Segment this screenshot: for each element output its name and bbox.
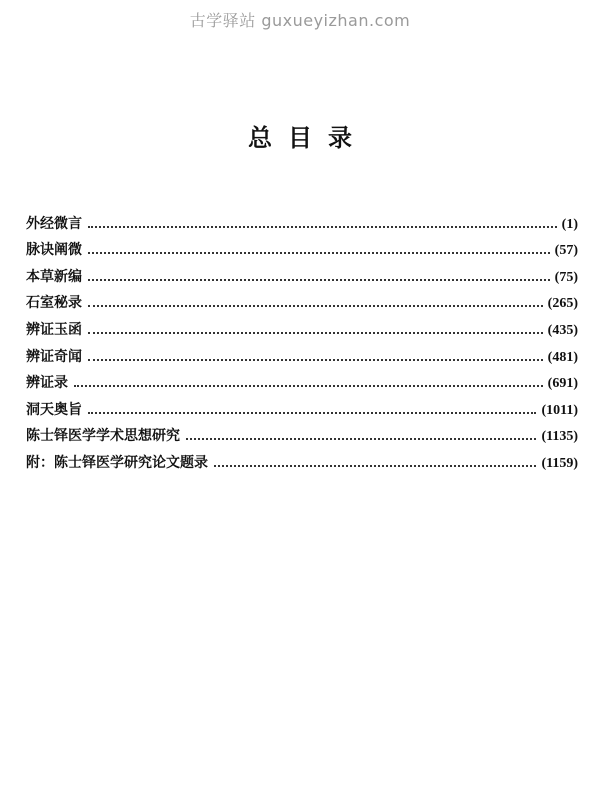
toc-entry[interactable] [26, 339, 578, 366]
toc-entry[interactable] [26, 312, 578, 339]
toc-entry-title: 辨证奇闻 [26, 348, 82, 365]
toc-entry-page: (75) [554, 269, 578, 285]
dot-leader [88, 251, 550, 254]
toc-entry-page: (1) [561, 216, 578, 232]
toc-entry-title: 本草新编 [26, 268, 82, 285]
toc-entry[interactable] [26, 419, 578, 446]
toc-entry-title: 辨证录 [26, 375, 68, 392]
toc-entry-page: (1011) [541, 402, 578, 418]
toc-entry-title: 石室秘录 [26, 295, 82, 312]
toc-entry-title: 脉诀阐微 [26, 242, 82, 259]
toc-entry[interactable] [26, 366, 578, 393]
dot-leader [186, 437, 536, 440]
dot-leader [88, 358, 543, 361]
toc-entry[interactable] [26, 392, 578, 419]
dot-leader [214, 464, 536, 467]
toc-entry-page: (1135) [541, 429, 578, 445]
site-watermark: 古学驿站 guxueyizhan.com [189, 11, 411, 30]
toc-entry-page: (1159) [541, 455, 578, 471]
toc-entry[interactable] [26, 445, 578, 472]
toc-entry-title: 外经微言 [26, 215, 82, 232]
toc-entry-page: (435) [547, 322, 578, 338]
dot-leader [88, 304, 543, 307]
toc-entry[interactable] [26, 259, 578, 286]
toc-entry[interactable] [26, 233, 578, 260]
dot-leader [88, 225, 557, 228]
toc-entry-title: 附：陈士铎医学研究论文题录 [26, 454, 208, 471]
dot-leader [88, 411, 536, 414]
dot-leader [74, 384, 543, 387]
toc-entry[interactable] [26, 286, 578, 313]
dot-leader [88, 278, 550, 281]
toc-entry-title: 陈士铎医学学术思想研究 [26, 428, 180, 445]
page-title: 总目录 [248, 123, 368, 152]
toc-entry-page: (57) [554, 243, 578, 259]
toc-entry[interactable] [26, 206, 578, 233]
toc-entry-page: (691) [547, 376, 578, 392]
dot-leader [88, 331, 543, 334]
toc-entry-page: (265) [547, 296, 578, 312]
toc-entry-page: (481) [547, 349, 578, 365]
table-of-contents [26, 206, 578, 472]
toc-entry-title: 洞天奥旨 [26, 401, 82, 418]
toc-entry-title: 辨证玉函 [26, 321, 82, 338]
